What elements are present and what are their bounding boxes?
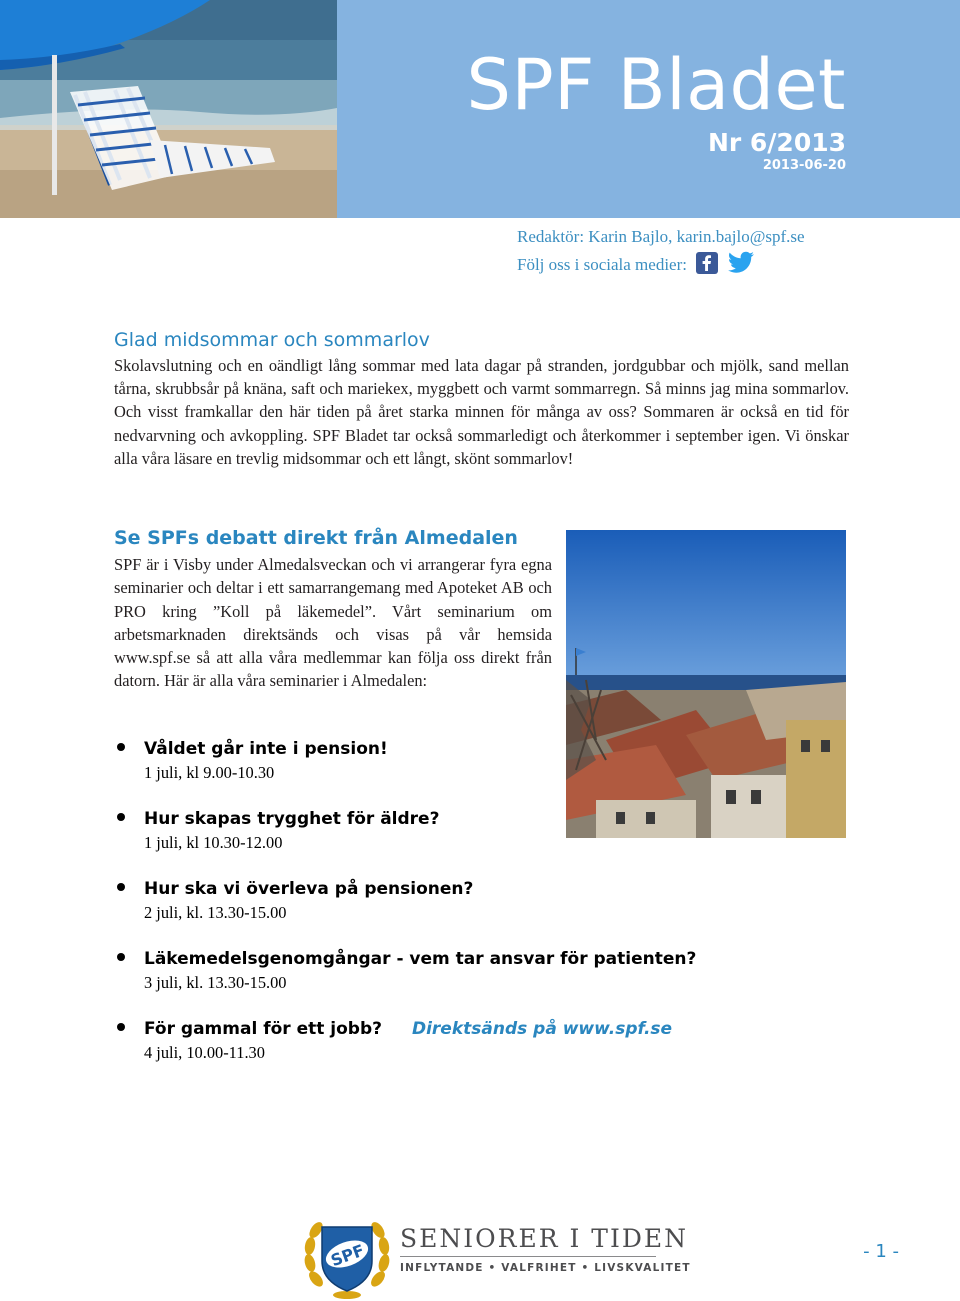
bullet-icon <box>117 883 125 891</box>
list-item <box>114 1017 834 1087</box>
page-number: - 1 - <box>863 1241 899 1262</box>
article-heading-midsommar: Glad midsommar och sommarlov <box>114 329 430 351</box>
seminar-time: 1 juli, kl 9.00-10.30 <box>144 763 275 782</box>
social-media-row <box>517 251 755 278</box>
seminar-time: 3 juli, kl. 13.30-15.00 <box>144 973 287 992</box>
seminar-time: 4 juli, 10.00-11.30 <box>144 1043 265 1062</box>
facebook-icon[interactable] <box>695 251 719 278</box>
bullet-icon <box>117 743 125 751</box>
footer-org-name: SENIORER I TIDEN <box>400 1224 689 1253</box>
article-heading-almedalen: Se SPFs debatt direkt från Almedalen <box>114 527 518 549</box>
beach-photo <box>0 0 337 218</box>
list-item <box>114 807 834 877</box>
seminar-title: Läkemedelsgenomgångar - vem tar ansvar för patienten? <box>144 949 697 969</box>
list-item <box>114 947 834 1017</box>
article-body-midsommar: Skolavslutning och en oändligt lång sommar med lata dagar på stranden, jordgubbar och mjölk, sand mellan tårna, skrubbsår på knäna, saft och mariekex, myggbett och varmt sommarregn. Så minns jag mina sommarlov. Och visst framkallar den här tiden på året starka minnen för många av oss? Sommaren är också en tid för nedvarvning och avkoppling. SPF Bladet tar också sommarledigt och återkommer i september igen. Vi önskar alla våra läsare en trevlig midsommar och ett långt, skönt sommarlov! <box>114 356 849 468</box>
laurel-shield-icon <box>302 1209 392 1301</box>
issue-number: Nr 6/2013 <box>707 128 846 157</box>
editor-contact[interactable]: Redaktör: Karin Bajlo, karin.bajlo@spf.se <box>517 227 805 246</box>
seminar-title-row <box>144 1017 834 1041</box>
logo-text: SPF <box>328 1240 367 1271</box>
masthead-title: SPF Bladet <box>466 44 846 126</box>
seminar-title: För gammal för ett jobb? <box>144 1019 382 1039</box>
footer-divider <box>400 1256 656 1257</box>
bullet-icon <box>117 813 125 821</box>
bullet-icon <box>117 953 125 961</box>
seminar-time: 1 juli, kl 10.30-12.00 <box>144 833 283 852</box>
seminar-time: 2 juli, kl. 13.30-15.00 <box>144 903 287 922</box>
livestream-link[interactable]: Direktsänds på www.spf.se <box>411 1019 673 1039</box>
issue-date: 2013-06-20 <box>762 158 846 173</box>
list-item <box>114 877 834 947</box>
footer-tagline: INFLYTANDE • VALFRIHET • LIVSKVALITET <box>400 1262 691 1274</box>
article-body-almedalen: SPF är i Visby under Almedalsveckan och vi arrangerar fyra egna seminarier och deltar i ett samarrangemang med Apoteket AB och PRO kring ”Koll på läkemedel”. Vårt seminarium om arbetsmarknaden direktsänds och visas på vår hemsida www.spf.se så att alla våra medlemmar kan följa oss direkt från datorn. Här är alla våra seminarier i Almedalen: <box>114 555 552 691</box>
seminar-title: Hur skapas trygghet för äldre? <box>144 809 440 829</box>
twitter-icon[interactable] <box>727 251 755 278</box>
beach-illustration <box>0 0 337 218</box>
bullet-icon <box>117 1023 125 1031</box>
seminar-title: Hur ska vi överleva på pensionen? <box>144 879 474 899</box>
seminar-list <box>114 737 834 1087</box>
spf-logo <box>302 1209 392 1301</box>
social-label: Följ oss i sociala medier: <box>517 255 687 274</box>
seminar-title: Våldet går inte i pension! <box>144 739 388 759</box>
list-item <box>114 737 834 807</box>
